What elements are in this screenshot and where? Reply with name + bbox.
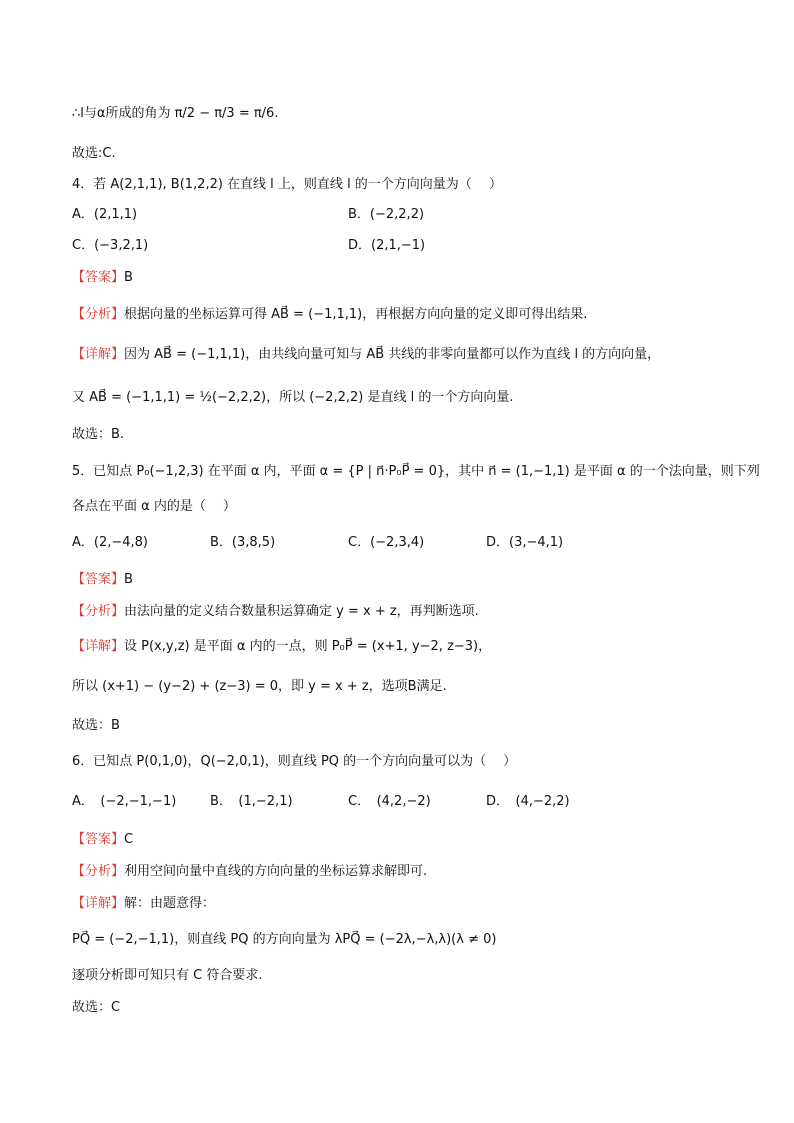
detail-tag: 【详解】 [72, 347, 125, 362]
q5-detail-1 [72, 637, 491, 657]
q6-detail-1 [72, 894, 215, 914]
q5-option-b: B．(3,8,5) [210, 535, 276, 550]
analysis-tag: 【分析】 [72, 307, 125, 322]
q4-detail-1 [72, 345, 660, 365]
q4-option-a: A．(2,1,1) [72, 207, 138, 222]
q6-stem: 6．已知点 P(0,1,0)，Q(−2,0,1)，则直线 PQ 的一个方向向量可以为（ ） [72, 754, 517, 769]
detail-text: 设 P(x,y,z) 是平面 α 内的一点，则 P₀P⃗ = (x+1, y−2, z−3)， [124, 639, 492, 654]
answer-value: C [124, 832, 134, 847]
q5-answer [72, 570, 133, 590]
q6-option-b: B． (1,−2,1) [210, 794, 293, 809]
analysis-tag: 【分析】 [72, 604, 125, 619]
detail-text: 解：由题意得： [124, 896, 216, 911]
q5-option-a: A．(2,−4,8) [72, 535, 149, 550]
q6-detail-3: 逐项分析即可知只有 C 符合要求. [72, 968, 263, 983]
q6-option-c: C． (4,2,−2) [348, 794, 431, 809]
q4-choose: 故选：B. [72, 427, 125, 442]
answer-tag: 【答案】 [72, 572, 125, 587]
prev-answer: 故选:C. [72, 146, 116, 161]
answer-value: B [124, 270, 133, 285]
q5-stem-2: 各点在平面 α 内的是（ ） [72, 499, 236, 514]
q6-choose: 故选：C [72, 1000, 121, 1015]
q6-option-a: A． (−2,−1,−1) [72, 794, 177, 809]
analysis-text: 根据向量的坐标运算可得 AB⃗ = (−1,1,1)，再根据方向向量的定义即可得出结果. [124, 307, 588, 322]
detail-tag: 【详解】 [72, 896, 125, 911]
q4-option-c: C．(−3,2,1) [72, 238, 149, 253]
q5-option-d: D．(3,−4,1) [486, 535, 564, 550]
q5-option-c: C．(−2,3,4) [348, 535, 425, 550]
detail-text: 因为 AB⃗ = (−1,1,1)，由共线向量可知与 AB⃗ 共线的非零向量都可以作为直线 l 的方向向量， [124, 347, 661, 362]
analysis-text: 由法向量的定义结合数量积运算确定 y = x + z，再判断选项. [124, 604, 479, 619]
detail-tag: 【详解】 [72, 639, 125, 654]
q4-answer [72, 268, 133, 288]
q5-analysis [72, 602, 479, 622]
answer-tag: 【答案】 [72, 832, 125, 847]
q6-option-d: D． (4,−2,2) [486, 794, 570, 809]
q4-option-d: D．(2,1,−1) [348, 238, 426, 253]
q5-stem-1: 5．已知点 P₀(−1,2,3) 在平面 α 内，平面 α = {P | n⃗·P₀P⃗ = 0}，其中 n⃗ = (1,−1,1) 是平面 α 的一个法向量，则下列 [72, 464, 760, 479]
answer-tag: 【答案】 [72, 270, 125, 285]
q6-analysis [72, 862, 427, 882]
q5-detail-2: 所以 (x+1) − (y−2) + (z−3) = 0，即 y = x + z，选项B满足. [72, 679, 447, 694]
q6-answer [72, 830, 133, 850]
q6-detail-2: PQ⃗ = (−2,−1,1)，则直线 PQ 的方向向量为 λPQ⃗ = (−2λ,−λ,λ)(λ ≠ 0) [72, 932, 497, 947]
q4-stem: 4．若 A(2,1,1), B(1,2,2) 在直线 l 上，则直线 l 的一个方向向量为（ ） [72, 177, 502, 192]
q5-choose: 故选：B [72, 718, 120, 733]
q4-option-b: B．(−2,2,2) [348, 207, 425, 222]
q4-analysis [72, 305, 587, 325]
analysis-text: 利用空间向量中直线的方向向量的坐标运算求解即可. [124, 864, 428, 879]
analysis-tag: 【分析】 [72, 864, 125, 879]
answer-value: B [124, 572, 133, 587]
q4-detail-2: 又 AB⃗ = (−1,1,1) = ½(−2,2,2)，所以 (−2,2,2) 是直线 l 的一个方向向量. [72, 390, 514, 405]
prev-conclusion: ∴l与α所成的角为 π/2 − π/3 = π/6. [72, 106, 279, 121]
